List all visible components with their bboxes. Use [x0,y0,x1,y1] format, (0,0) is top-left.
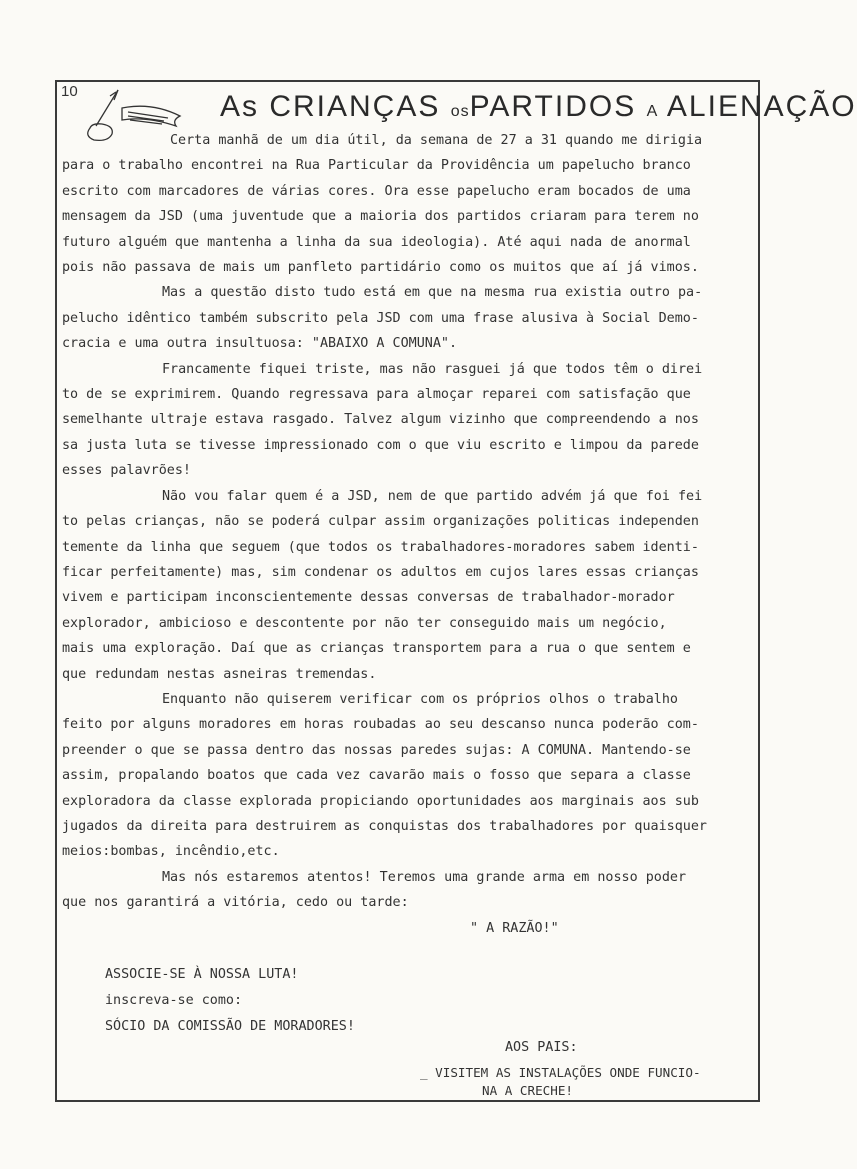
parents-line: NA A CRECHE! [482,1083,573,1098]
text-line: temente da linha que seguem (que todos os trabalhadores-moradores sabem identi- [62,539,699,555]
text-line: mensagem da JSD (uma juventude que a maioria dos partidos criaram para terem no [62,209,699,225]
text-line: Mas nós estaremos atentos! Teremos uma grande arma em nosso poder [162,869,687,885]
text-line: assim, propalando boatos que cada vez cavarão mais o fosso que separa a classe [62,768,691,784]
text-line: pelucho idêntico também subscrito pela JSD com uma frase alusiva à Social Demo- [62,310,699,326]
text-line: vivem e participam inconscientemente dessas conversas de trabalhador-morador [62,590,675,606]
membership-call [105,962,355,1040]
text-line: escrito com marcadores de várias cores. Ora esse papelucho eram bocados de uma [62,183,691,199]
parents-heading: AOS PAIS: [505,1040,578,1055]
article-body [62,128,758,941]
text-line: cracia e uma outra insultuosa: "ABAIXO A COMUNA". [62,336,458,352]
text-line: Não vou falar quem é a JSD, nem de que partido advém já que foi fei [162,488,703,504]
parents-notice [420,1064,701,1100]
text-line: para o trabalho encontrei na Rua Particular da Providência um papelucho branco [62,158,691,174]
page-number: 10 [61,83,78,100]
text-line: jugados da direita para destruirem as conquistas dos trabalhadores por quaisquer [62,818,707,834]
text-line: Mas a questão disto tudo está em que na mesma rua existia outro pa- [162,285,703,301]
title-word-a: A [646,103,659,120]
footer-line: inscreva-se como: [105,993,243,1008]
text-line: to pelas crianças, não se poderá culpar assim organizações politicas independen [62,514,699,530]
text-line: to de se exprimirem. Quando regressava para almoçar reparei com satisfação que [62,387,691,403]
title-word-alienacao: ALIENAÇÃO [666,90,857,123]
text-line: Enquanto não quiserem verificar com os próprios olhos o trabalho [162,691,678,707]
text-line: Francamente fiquei triste, mas não rasguei já que todos têm o direi [162,361,703,377]
text-line: semelhante ultraje estava rasgado. Talvez algum vizinho que compreendendo a nos [62,412,699,428]
title-word-criancas: As CRIANÇAS [220,90,441,123]
text-line: ficar perfeitamente) mas, sim condenar os adultos em cujos lares essas crianças [62,564,699,580]
page-title [220,90,857,124]
footer-line: ASSOCIE-SE À NOSSA LUTA! [105,967,299,982]
text-line: esses palavrões! [62,463,191,479]
text-line: exploradora da classe explorada propiciando oportunidades aos marginais aos sub [62,793,699,809]
title-word-partidos: PARTIDOS [469,90,637,123]
text-line: Certa manhã de um dia útil, da semana de 27 a 31 quando me dirigia [170,133,703,148]
text-line: feito por alguns moradores em horas roubadas ao seu descanso nunca poderão com- [62,717,699,733]
closing-quote: " A RAZÃO!" [470,920,559,936]
parents-line: _ VISITEM AS INSTALAÇÕES ONDE FUNCIO- [420,1065,701,1080]
text-line: sa justa luta se tivesse impressionado com o que viu escrito e limpou da parede [62,437,699,453]
text-line: futuro alguém que mantenha a linha da sua ideologia). Até aqui nada de anormal [62,234,691,250]
text-line: preender o que se passa dentro das nossas paredes sujas: A COMUNA. Mantendo-se [62,742,691,758]
text-line: explorador, ambicioso e descontente por não ter conseguido mais um negócio, [62,615,667,631]
text-line: mais uma exploração. Daí que as crianças transportem para a rua o que sentem e [62,641,691,657]
text-line: que redundam nestas asneiras tremendas. [62,666,377,682]
title-word-os: os [450,103,470,120]
footer-line: SÓCIO DA COMISSÃO DE MORADORES! [105,1019,355,1034]
text-line: pois não passava de mais um panfleto partidário como os muitos que aí já vimos. [62,260,699,276]
text-line: meios:bombas, incêndio,etc. [62,844,280,860]
text-line: que nos garantirá a vitória, cedo ou tarde: [62,895,409,911]
